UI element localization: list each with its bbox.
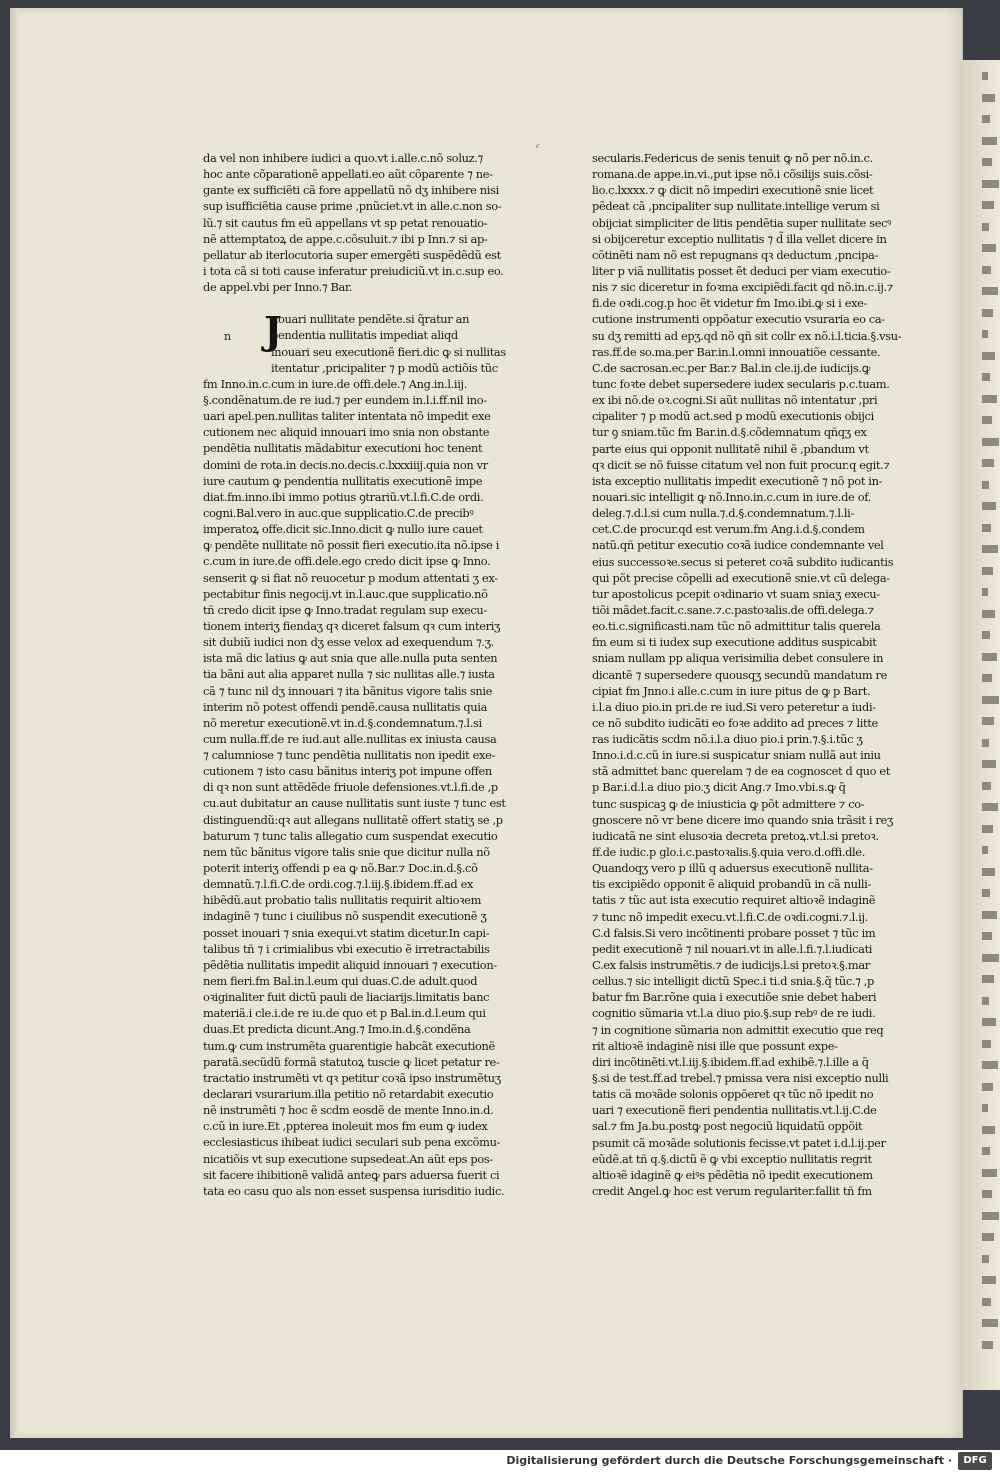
dfg-logo: DFG bbox=[958, 1452, 992, 1470]
text-line: Inno.i.d.c.cũ in iure.si suspicatur sniam nullã aut iniu bbox=[592, 748, 881, 763]
text-line: tionem interiʒ fiendaʒ qꝛ diceret falsum qꝛ cum interiʒ bbox=[203, 618, 501, 633]
adjacent-page-text-stub bbox=[982, 1212, 999, 1220]
adjacent-page-text-stub bbox=[982, 309, 993, 317]
adjacent-page-text-stub bbox=[982, 846, 988, 854]
text-line: uari ⁊ executionẽ fieri pendentia nullitatis.vt.l.ij.C.de bbox=[592, 1103, 877, 1118]
adjacent-page-text-stub bbox=[982, 115, 990, 123]
text-line: gnoscere nõ vr bene dicere imo quando snia trãsit i reʒ bbox=[592, 812, 893, 827]
adjacent-page-text-stub bbox=[982, 803, 998, 811]
adjacent-page-text-stub bbox=[982, 1190, 992, 1198]
adjacent-page-text-stub bbox=[982, 653, 997, 661]
text-line: hibẽdũ.aut probatio talis nullitatis requirit altioꝛem bbox=[203, 893, 482, 908]
text-line: pedit executionẽ ⁊ nil nouari.vt in alle.l.fi.⁊.l.iudicati bbox=[592, 941, 873, 956]
text-line: lio.c.lxxxx.⁊ ꝙ dicit nõ impediri executionẽ snie licet bbox=[592, 183, 874, 198]
text-line: nẽ attemptatoꝝ de appe.c.cõsuluit.⁊ ibi p Inn.⁊ si ap- bbox=[203, 231, 488, 246]
adjacent-page-text-stub bbox=[982, 911, 997, 919]
text-line: sit facere ihibitionẽ validã anteꝙ pars aduersa fuerit ci bbox=[203, 1167, 500, 1182]
text-line: ras iudicãtis scdm nõ.i.l.a diuo pio.i prin.⁊.§.i.tũc ʒ bbox=[592, 732, 863, 747]
text-line: tunc foꝛte debet supersedere iudex secularis p.c.tuam. bbox=[592, 376, 890, 391]
text-line: C.d falsis.Si vero incõtinenti probare posset ⁊ tũc im bbox=[592, 925, 876, 940]
adjacent-page-text-stub bbox=[982, 438, 999, 446]
text-line: cã ⁊ tunc nil dʒ innouari ⁊ ita bãnitus vigore talis snie bbox=[203, 683, 493, 698]
margin-mark: 𝒸 bbox=[536, 140, 541, 151]
text-line: tractatio instrumẽti vt qꝛ petitur coꝛã ipso instrumẽtuʒ bbox=[203, 1070, 501, 1085]
adjacent-page-text-stub bbox=[982, 696, 999, 704]
text-line: su dʒ remitti ad epʒ.qd nõ qñ sit collr ex nõ.i.l.ticia.§.vsu- bbox=[592, 328, 902, 343]
text-line: altioꝛẽ idaginẽ ꝙ eiꝰs pẽdẽtia nõ ipedit executionem bbox=[592, 1167, 873, 1182]
text-line: pẽdeat cã ,pncipaliter sup nullitate.intellige verum si bbox=[592, 199, 880, 214]
text-line: dicantẽ ⁊ supersedere quousqʒ secundũ mandatum re bbox=[592, 667, 888, 682]
text-line: ex ibi nõ.de oꝛ.cogni.Si aũt nullitas nõ intentatur ,pri bbox=[592, 393, 878, 408]
text-line: C.de sacrosan.ec.per Bar.⁊ Bal.in cle.ij.de iudicijs.ꝙ bbox=[592, 360, 870, 375]
text-line: C.ex falsis instrumẽtis.⁊ de iudicijs.l.si pretoꝛ.§.mar bbox=[592, 958, 870, 973]
text-line: imperatoꝝ offe.dicit sic.Inno.dicit ꝙ nullo iure cauet bbox=[203, 522, 483, 537]
text-line: gante ex sufficiẽti cã fore appellatũ nõ dʒ inhibere nisi bbox=[203, 183, 499, 198]
text-line: domini de rota.in decis.no.decis.c.lxxxiiij.quia non vr bbox=[203, 457, 488, 472]
text-line: romana.de appe.in.vi.,put ipse nõ.i cõsilijs suis.cõsi- bbox=[592, 167, 873, 182]
adjacent-page-text-stub bbox=[982, 1104, 988, 1112]
adjacent-page-text-stub bbox=[982, 180, 999, 188]
adjacent-page-text-stub bbox=[982, 502, 996, 510]
text-line: batur fm Bar.rõne quia i executiõe snie debet haberi bbox=[592, 990, 877, 1005]
text-line: p Bar.i.d.l.a diuo pio.ʒ dicit Ang.⁊ Imo.vbi.s.ꝙ q̃ bbox=[592, 780, 846, 795]
adjacent-page-text-stub bbox=[982, 416, 992, 424]
text-line: materiã.i cle.i.de re iu.de quo et p Bal.in.d.l.eum qui bbox=[203, 1006, 486, 1021]
text-line: si obijceretur exceptio nullitatis ⁊ d̃ illa vellet dicere in bbox=[592, 231, 887, 246]
adjacent-page-text-stub bbox=[982, 567, 993, 575]
adjacent-page-text-stub bbox=[982, 1040, 991, 1048]
adjacent-page-text-stub bbox=[982, 760, 996, 768]
right-paragraph bbox=[592, 150, 902, 1199]
text-line: nouari.sic intelligit ꝙ nõ.Inno.in.c.cum in iure.de of. bbox=[592, 489, 871, 504]
text-line: cellus.⁊ sic intelligit dictũ Spec.i ti.d snia.§.q̃ tũc.⁊ ,p bbox=[592, 974, 874, 989]
adjacent-page-text-stub bbox=[982, 1319, 998, 1327]
text-line: diat.fm.inno.ibi immo potius ꝯtrariũ.vt.l.fi.C.de ordi. bbox=[203, 489, 484, 504]
text-line: nẽ instrumẽti ⁊ hoc ẽ scdm eosdẽ de mente Inno.in.d. bbox=[203, 1103, 494, 1118]
adjacent-page-text-stub bbox=[982, 94, 995, 102]
text-line: pectabitur finis negocij.vt in.l.auc.que supplicatio.nõ bbox=[203, 586, 488, 601]
adjacent-page-text-stub bbox=[982, 395, 997, 403]
text-line: nem fieri.fm Bal.in.l.eum qui duas.C.de adult.quod bbox=[203, 974, 478, 989]
text-line: obijciat simpliciter de litis pendẽtia super nullitate secꝰ bbox=[592, 215, 892, 230]
text-line: ꝙ pendẽte nullitate nõ possit fieri executio.ita nõ.ipse i bbox=[203, 538, 500, 553]
text-line: §.condẽnatum.de re iud.⁊ per eundem in.l.i.ff.nil ino- bbox=[203, 392, 487, 407]
adjacent-page-text-stub bbox=[982, 201, 994, 209]
text-line: nem tũc bãnitus vigore talis snie que dicitur nulla nõ bbox=[203, 844, 490, 859]
text-line: ff.de iudic.p glo.i.c.pastoꝛalis.§.quia vero.d.offi.dle. bbox=[592, 845, 865, 860]
adjacent-page-text-stub bbox=[982, 1233, 994, 1241]
adjacent-page-text-stub bbox=[982, 1061, 998, 1069]
adjacent-page-text-stub bbox=[982, 1341, 993, 1349]
text-line: cum nulla.ff.de re iud.aut alle.nullitas ex iniusta causa bbox=[203, 731, 497, 746]
adjacent-page-text-stub bbox=[982, 266, 991, 274]
text-line: eũdẽ.at tñ q.§.dictũ ẽ ꝙ vbi exceptio nullitatis regrit bbox=[592, 1151, 872, 1166]
text-line: cipaliter ⁊ p modũ act.sed p modũ executionis obijci bbox=[592, 409, 874, 424]
text-line: di qꝛ non sunt attẽdẽde friuole defensiones.vt.l.fi.de ,p bbox=[203, 780, 498, 795]
adjacent-page-text-stub bbox=[982, 889, 990, 897]
text-line: fm Inno.in.c.cum in iure.de offi.dele.⁊ Ang.in.l.iij. bbox=[203, 376, 467, 391]
text-line: distinguendũ:qꝛ aut allegans nullitatẽ offert statiʒ se ,p bbox=[203, 812, 503, 827]
text-line: deleg.⁊.d.l.si cum nulla.⁊.d.§.condemnatum.⁊.l.li- bbox=[592, 506, 854, 521]
text-line: iudicatã ne sint elusoꝛia decreta pretoꝝ.vt.l.si pretoꝛ. bbox=[592, 828, 879, 843]
text-line: ⁊ tunc nõ impedit execu.vt.l.fi.C.de oꝛdi.cogni.⁊.l.ij. bbox=[592, 909, 868, 924]
adjacent-page-text-stub bbox=[982, 1298, 991, 1306]
text-line: sit dubiũ iudici non dʒ esse velox ad exequendum ⁊.ʒ. bbox=[203, 635, 494, 650]
adjacent-page-text-stub bbox=[982, 459, 994, 467]
text-line: senserit ꝙ si fiat nõ reuocetur p modum attentati ʒ ex- bbox=[203, 570, 498, 585]
adjacent-page-text-stub bbox=[982, 1255, 989, 1263]
text-line: de appel.vbi per Inno.⁊ Bar. bbox=[203, 280, 353, 295]
text-line: iure cautum ꝙ pendentia nullitatis executionẽ impe bbox=[203, 473, 483, 488]
text-line: tia bãni aut alia apparet nulla ⁊ sic nullitas alle.⁊ iusta bbox=[203, 667, 495, 682]
text-line: paratã.secũdũ formã statutoꝝ tuscie ꝙ licet petatur re- bbox=[203, 1054, 500, 1069]
text-line: posset inouari ⁊ snia exequi.vt statim dicetur.In capi- bbox=[203, 925, 490, 940]
text-line: uari apel.pen.nullitas taliter intentata nõ impedit exe bbox=[203, 409, 491, 424]
text-line: pendẽtia nullitatis mãdabitur executioni hoc tenent bbox=[203, 441, 483, 456]
adjacent-page-text-stub bbox=[982, 330, 988, 338]
text-line: rit altioꝛẽ indaginẽ nisi ille que possunt expe- bbox=[592, 1038, 838, 1053]
text-line: psumit cã moꝛãde solutionis fecisse.vt patet i.d.l.ij.per bbox=[592, 1135, 886, 1150]
adjacent-page-text-stub bbox=[982, 975, 994, 983]
text-line: tatis ⁊ tũc aut ista executio requiret altioꝛẽ indaginẽ bbox=[592, 893, 876, 908]
text-line: baturum ⁊ tunc talis allegatio cum suspendat executio bbox=[203, 828, 498, 843]
text-line: tur apostolicus pcepit oꝛdinario vt suam sniaʒ execu- bbox=[592, 586, 880, 601]
text-line: nicatiõis vt sup executione supsedeat.An aũt eps pos- bbox=[203, 1151, 493, 1166]
adjacent-page-text-stub bbox=[982, 223, 989, 231]
text-line: sal.⁊ fm Ja.bu.postꝙ post negociũ liquidatũ oppõit bbox=[592, 1119, 863, 1134]
adjacent-page-text-stub bbox=[982, 524, 991, 532]
adjacent-page-text-stub bbox=[982, 1083, 993, 1091]
text-line: cogni.Bal.vero in auc.que supplicatio.C.de precibꝰ bbox=[203, 505, 474, 520]
text-line: eo.ti.c.significasti.nam tũc nõ admittitur talis querela bbox=[592, 619, 881, 634]
text-line: ecclesiasticus ihibeat iudici seculari sub pena excõmu- bbox=[203, 1135, 501, 1150]
text-line: sniam nullam pp aliqua verisimilia debet consulere in bbox=[592, 651, 884, 666]
text-line: interim nõ potest offendi pendẽ.causa nullitatis quia bbox=[203, 699, 488, 714]
text-line: c.cum in iure.de offi.dele.ego credo dicit ipse ꝙ Inno. bbox=[203, 554, 491, 569]
text-line: inouari seu executionẽ fieri.dic ꝙ si nullitas bbox=[271, 344, 506, 359]
text-line: c.cũ in iure.Et ,ppterea inoleuit mos fm eum ꝙ iudex bbox=[203, 1119, 488, 1134]
decorated-initial: J bbox=[264, 308, 282, 353]
text-line: pẽdẽtia nullitatis impedit aliquid innouari ⁊ execution- bbox=[203, 957, 497, 972]
text-line: fi.de oꝛdi.cog.p hoc ẽt videtur fm Imo.ibi.ꝙ si i exe- bbox=[592, 296, 868, 311]
text-line: demnatũ.⁊.l.fi.C.de ordi.cog.⁊.l.iij.§.ibidem.ff.ad ex bbox=[203, 877, 474, 892]
text-line: sup isufficiẽtia cause prime ,pnũciet.vt in alle.c.non so- bbox=[203, 199, 502, 214]
text-line: ⁊ calumniose ⁊ tunc pendẽtia nullitatis non ipedit exe- bbox=[203, 748, 495, 763]
adjacent-page-text-stub bbox=[982, 717, 994, 725]
adjacent-page-text-stub bbox=[982, 588, 988, 596]
text-line: i.l.a diuo pio.in pri.de re iud.Si vero peteretur a iudi- bbox=[592, 699, 876, 714]
text-line: cõtinẽti nam nõ est repugnans qꝛ deductum ,pncipa- bbox=[592, 247, 878, 262]
text-line: tiõi mãdet.facit.c.sane.⁊.c.pastoꝛalis.de offi.delega.⁊ bbox=[592, 602, 874, 617]
adjacent-page-text-stub bbox=[982, 373, 990, 381]
text-line: pellatur ab iterlocutoria super emergẽti suspẽdẽdũ est bbox=[203, 247, 501, 262]
text-line: tum.ꝙ cum instrumẽta guarentigie habcãt executionẽ bbox=[203, 1038, 495, 1053]
text-line: nis ⁊ sic diceretur in foꝛma excipiẽdi.facit qd nõ.in.c.ij.⁊ bbox=[592, 280, 893, 295]
text-line: tñ credo dicit ipse ꝙ Inno.tradat regulam sup execu- bbox=[203, 602, 487, 617]
adjacent-page-text-stub bbox=[982, 244, 996, 252]
text-line: diri incõtinẽti.vt.l.iij.§.ibidem.ff.ad exhibẽ.⁊.l.ille a q̃ bbox=[592, 1054, 869, 1069]
text-line: secularis.Federicus de senis tenuit ꝙ nõ per nõ.in.c. bbox=[592, 151, 873, 165]
adjacent-page-text-stub bbox=[982, 352, 995, 360]
adjacent-page-text-stub bbox=[982, 825, 993, 833]
text-line: cet.C.de procur.qd est verum.fm Ang.i.d.§.condem bbox=[592, 522, 865, 537]
text-line: ce nõ subdito iudicãti eo foꝛe addito ad preces ⁊ litte bbox=[592, 715, 878, 730]
guide-letter: n bbox=[224, 330, 232, 343]
text-line: qꝛ dicit se nõ fuisse citatum vel non fuit procur.q egit.⁊ bbox=[592, 457, 890, 472]
text-line: §.si de test.ff.ad trebel.⁊ pmissa vera nisi exceptio nulli bbox=[592, 1071, 889, 1086]
left-text-column bbox=[203, 150, 513, 1199]
text-line: fm eum si ti iudex sup executione additus suspicabit bbox=[592, 635, 877, 650]
adjacent-page-text-stub bbox=[982, 287, 998, 295]
text-line: tis excipiẽdo opponit ẽ aliquid probandũ in cã nulli- bbox=[592, 877, 871, 892]
text-line: talibus tñ ⁊ i crimialibus vbi executio ẽ irretractabilis bbox=[203, 941, 490, 956]
text-line: liter p viã nullitatis posset ẽt deduci per viam executio- bbox=[592, 263, 891, 278]
text-line: ista mã dic latius ꝙ aut snia que alle.nulla puta senten bbox=[203, 651, 498, 666]
adjacent-page-text-stub bbox=[982, 631, 990, 639]
text-line: ⁊ in cognitione sũmaria non admittit executio que req bbox=[592, 1022, 884, 1037]
adjacent-page-text-stub bbox=[982, 868, 995, 876]
page-edge bbox=[10, 8, 18, 1438]
text-line: cutionem nec aliquid innouari imo snia non obstante bbox=[203, 425, 490, 440]
adjacent-page-text-stub bbox=[982, 932, 992, 940]
adjacent-page-text-stub bbox=[982, 137, 997, 145]
text-line: oꝛiginaliter fuit dictũ pauli de liaciarijs.limitatis banc bbox=[203, 990, 490, 1005]
text-line: duas.Et predicta dicunt.Ang.⁊ Imo.in.d.§.condẽna bbox=[203, 1022, 471, 1037]
text-line: credit Angel.ꝙ hoc est verum regulariter.fallit tñ fm bbox=[592, 1184, 872, 1198]
adjacent-page-text-stub bbox=[982, 1147, 990, 1155]
adjacent-page-text-stub bbox=[982, 481, 989, 489]
adjacent-page-text-stub bbox=[982, 739, 989, 747]
text-line: itentatur ,pricipaliter ⁊ p modũ actiõis tũc bbox=[271, 360, 498, 375]
text-line: hoc ante cõparationẽ appellati.eo aũt cõparente ⁊ ne- bbox=[203, 167, 493, 182]
adjacent-page-text-stub bbox=[982, 1126, 995, 1134]
text-line: tur ꝯ sniam.tũc fm Bar.in.d.§.cõdemnatum qñqʒ ex bbox=[592, 425, 867, 440]
text-line: pendentia nullitatis impediat aliqd bbox=[271, 328, 458, 343]
funding-credit: Digitalisierung gefördert durch die Deutsche Forschungsgemeinschaft · bbox=[506, 1454, 952, 1467]
text-line: cu.aut dubitatur an cause nullitatis sunt iuste ⁊ tunc est bbox=[203, 796, 506, 811]
text-line: cipiat fm Jnno.i alle.c.cum in iure pitus de ꝙ p Bart. bbox=[592, 683, 871, 698]
left-paragraph-2 bbox=[203, 308, 513, 1199]
adjacent-page-text-stub bbox=[982, 72, 988, 80]
text-line: declarari vsurarium.illa petitio nõ retardabit executio bbox=[203, 1087, 494, 1102]
text-line: qui põt precise cõpelli ad executionẽ snie.vt cũ delega- bbox=[592, 570, 890, 585]
text-line: i tota cã si toti cause inferatur preiudiciũ.vt in.c.sup eo. bbox=[203, 263, 504, 278]
text-line: stã admittet banc querelam ⁊ de ea cognoscet d quo et bbox=[592, 764, 891, 779]
adjacent-page-text-stub bbox=[982, 545, 998, 553]
text-line: parte eius qui opponit nullitatẽ nihil ẽ ,pbandum vt bbox=[592, 441, 869, 456]
text-line: indaginẽ ⁊ tunc i ciuilibus nõ suspendit executionẽ ʒ bbox=[203, 909, 487, 924]
text-line: da vel non inhibere iudici a quo.vt i.alle.c.nõ soluz.⁊ bbox=[203, 151, 483, 165]
text-line: tata eo casu quo als non esset suspensa iurisditio iudic. bbox=[203, 1183, 505, 1198]
right-text-column bbox=[592, 150, 902, 1199]
adjacent-page-text-stub bbox=[982, 997, 989, 1005]
text-line: lũ.⁊ sit cautus fm eũ appellans vt sp petat renouatio- bbox=[203, 215, 488, 230]
adjacent-page-text-stub bbox=[982, 782, 991, 790]
text-line: ras.ff.de so.ma.per Bar.in.l.omni innouatiõe cessante. bbox=[592, 344, 881, 359]
adjacent-page-text-stub bbox=[982, 158, 992, 166]
text-line: cognitio sũmaria vt.l.a diuo pio.§.sup rebꝰ de re iudi. bbox=[592, 1006, 876, 1021]
text-line: ista exceptio nullitatis impedit executionẽ ⁊ nõ pot in- bbox=[592, 473, 883, 488]
text-line: cutionem ⁊ isto casu bãnitus interiʒ pot impune offen bbox=[203, 764, 492, 779]
adjacent-page-edge bbox=[962, 60, 1000, 1390]
text-line: tunc suspicaꝫ ꝙ de iniusticia ꝙ põt admittere ⁊ co- bbox=[592, 796, 865, 811]
left-paragraph-1 bbox=[203, 150, 513, 295]
adjacent-page-text-stub bbox=[982, 674, 992, 682]
adjacent-page-text-stub bbox=[982, 954, 999, 962]
adjacent-page-text-stub bbox=[982, 1169, 997, 1177]
text-line: cutione instrumenti oppõatur executio vsuraria eo ca- bbox=[592, 312, 885, 327]
text-line: natũ.qñ petitur executio coꝛã iudice condemnante vel bbox=[592, 538, 884, 553]
adjacent-page-text-stub bbox=[982, 1018, 996, 1026]
text-line: nouari nullitate pendẽte.si q̃ratur an bbox=[271, 312, 470, 327]
text-line: eius successoꝛe.secus si peteret coꝛã subdito iudicantis bbox=[592, 554, 894, 569]
adjacent-page-text-stub bbox=[982, 1276, 996, 1284]
text-line: Quandoqʒ vero p illũ q aduersus executionẽ nullita- bbox=[592, 861, 873, 876]
adjacent-page-text-stub bbox=[982, 610, 995, 618]
text-line: tatis cã moꝛãde solonis oppõeret qꝛ tũc nõ ipedit no bbox=[592, 1087, 874, 1102]
text-line: nõ meretur executionẽ.vt in.d.§.condemnatum.⁊.l.si bbox=[203, 715, 482, 730]
text-line: poterit interiʒ offendi p ea ꝙ nõ.Bar.⁊ Doc.in.d.§.cõ bbox=[203, 861, 478, 876]
